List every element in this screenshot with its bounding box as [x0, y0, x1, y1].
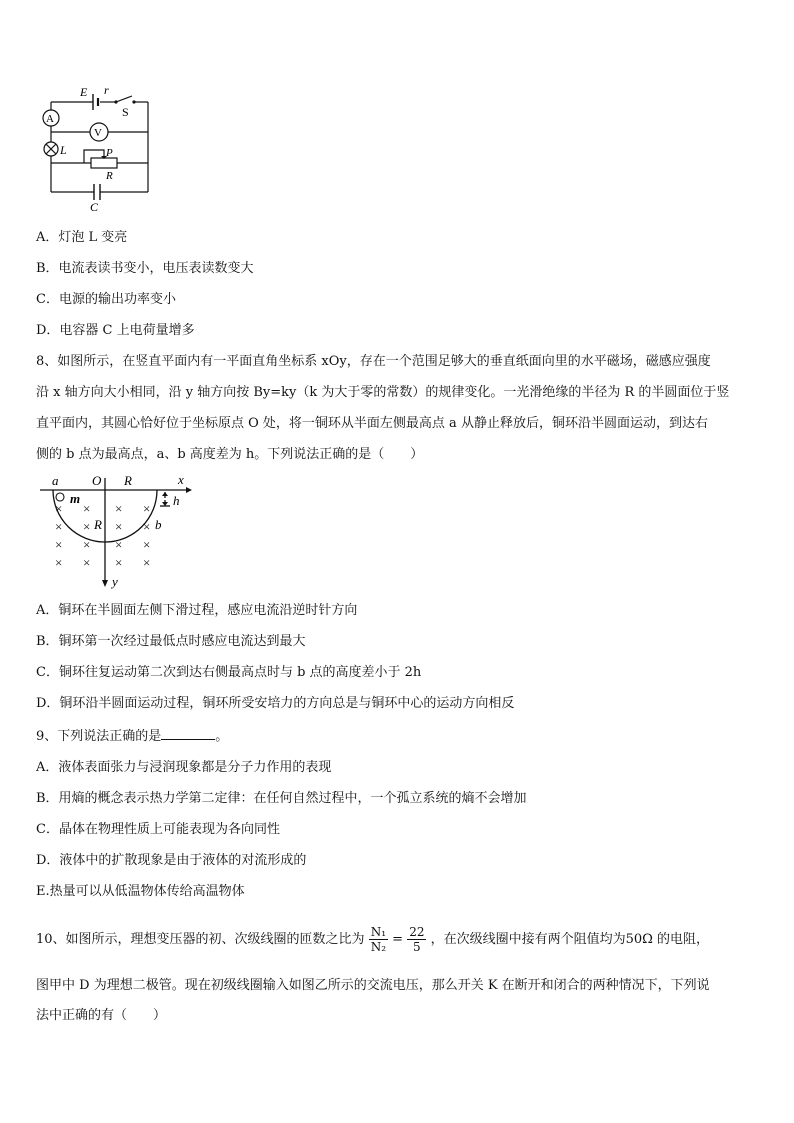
- q8-stem-line-2: 沿 x 轴方向大小相同，沿 y 轴方向按 By=ky（k 为大于零的常数）的规律变化。一光滑绝缘的半径为 R 的半圆面位于竖: [36, 385, 730, 400]
- q9-stem-suffix: 。: [215, 729, 229, 744]
- q9-answer-blank: [161, 727, 215, 740]
- fig-label-R-top: R: [124, 473, 132, 488]
- svg-text:×: ×: [55, 519, 63, 534]
- label-V: V: [94, 127, 102, 139]
- turns-ratio-left: $\frac{\text{N₁}}{\text{N₂}}$: [370, 925, 386, 954]
- svg-text:×: ×: [143, 501, 151, 516]
- q8-stem-line-1: 8、如图所示，在竖直平面内有一平面直角坐标系 xOy，存在一个范围足够大的垂直纸面向里的水平磁场，磁感应强度: [36, 354, 711, 369]
- svg-text:×: ×: [115, 555, 123, 570]
- q10-stem-line-2: 图甲中 D 为理想二极管。现在初级线圈输入如图乙所示的交流电压，那么开关 K 在断开和闭合的两种情况下，下列说: [36, 978, 710, 993]
- q10-stem-line-1: [36, 922, 709, 958]
- fig-label-R-mid: R: [94, 517, 102, 532]
- q8-option-c: C．铜环往复运动第二次到达右侧最高点时与 b 点的高度差小于 2h: [36, 665, 422, 680]
- svg-text:×: ×: [115, 537, 123, 552]
- q7-option-d: D．电容器 C 上电荷量增多: [36, 323, 195, 338]
- q7-option-b: B．电流表读书变小，电压表读数变大: [36, 261, 254, 276]
- fig-label-b: b: [155, 517, 162, 532]
- label-E: E: [80, 85, 88, 99]
- svg-text:×: ×: [115, 519, 123, 534]
- q8-stem-line-3: 直平面内，其圆心恰好位于坐标原点 O 处，将一铜环从半面左侧最高点 a 从静止释放后，铜环沿半圆面运动，到达右: [36, 416, 708, 431]
- svg-text:×: ×: [83, 555, 91, 570]
- fig-label-x: x: [178, 472, 184, 487]
- svg-text:×: ×: [55, 501, 63, 516]
- q10-stem-line-3: 法中正确的有（ ）: [36, 1008, 167, 1023]
- svg-text:×: ×: [143, 537, 151, 552]
- fig-label-m: m: [70, 491, 81, 506]
- fig-label-O: O: [92, 473, 102, 488]
- q9-option-d: D．液体中的扩散现象是由于液体的对流形成的: [36, 853, 307, 868]
- svg-text:×: ×: [55, 537, 63, 552]
- label-A: A: [46, 113, 54, 125]
- q8-option-d: D．铜环沿半圆面运动过程，铜环所受安培力的方向总是与铜环中心的运动方向相反: [36, 696, 515, 711]
- q9-option-b: B．用熵的概念表示热力学第二定律：在任何自然过程中，一个孤立系统的熵不会增加: [36, 791, 527, 806]
- q9-stem-prefix: 9、下列说法正确的是: [36, 729, 162, 744]
- svg-text:×: ×: [83, 519, 91, 534]
- label-r: r: [104, 83, 109, 97]
- q10-stem-a: 10、如图所示，理想变压器的初、次级线圈的匝数之比为: [36, 932, 365, 947]
- semicircle-field-figure: [36, 472, 196, 590]
- q8-option-b: B．铜环第一次经过最低点时感应电流达到最大: [36, 634, 306, 649]
- label-C: C: [90, 200, 99, 214]
- label-S: S: [122, 105, 129, 119]
- svg-text:×: ×: [143, 555, 151, 570]
- label-L: L: [60, 143, 67, 157]
- fig-label-y: y: [112, 574, 118, 589]
- turns-ratio-right: $\frac{22}{5}$: [409, 925, 425, 954]
- svg-text:×: ×: [143, 519, 151, 534]
- label-R: R: [106, 170, 113, 182]
- q9-option-e: E.热量可以从低温物体传给高温物体: [36, 884, 245, 899]
- q9-option-c: C．晶体在物理性质上可能表现为各向同性: [36, 822, 280, 837]
- svg-text:×: ×: [55, 555, 63, 570]
- label-P: P: [106, 147, 113, 159]
- q9-option-a: A．液体表面张力与浸润现象都是分子力作用的表现: [36, 760, 332, 775]
- q8-stem-line-4: 侧的 b 点为最高点，a、b 高度差为 h。下列说法正确的是（ ）: [36, 447, 424, 462]
- q7-option-a: A．灯泡 L 变亮: [36, 230, 128, 245]
- q10-stem-b: ，在次级线圈中接有两个阻值均为50Ω 的电阻，: [430, 932, 710, 947]
- q9-stem: [36, 727, 228, 746]
- svg-text:×: ×: [115, 501, 123, 516]
- q7-option-c: C．电源的输出功率变小: [36, 292, 176, 307]
- svg-text:×: ×: [83, 537, 91, 552]
- q8-option-a: A．铜环在半圆面左侧下滑过程，感应电流沿逆时针方向: [36, 603, 358, 618]
- circuit-diagram: [36, 80, 166, 215]
- fig-label-h: h: [173, 493, 180, 508]
- svg-text:×: ×: [83, 501, 91, 516]
- ratio-equals: =: [392, 932, 404, 947]
- fig-label-a: a: [52, 473, 59, 488]
